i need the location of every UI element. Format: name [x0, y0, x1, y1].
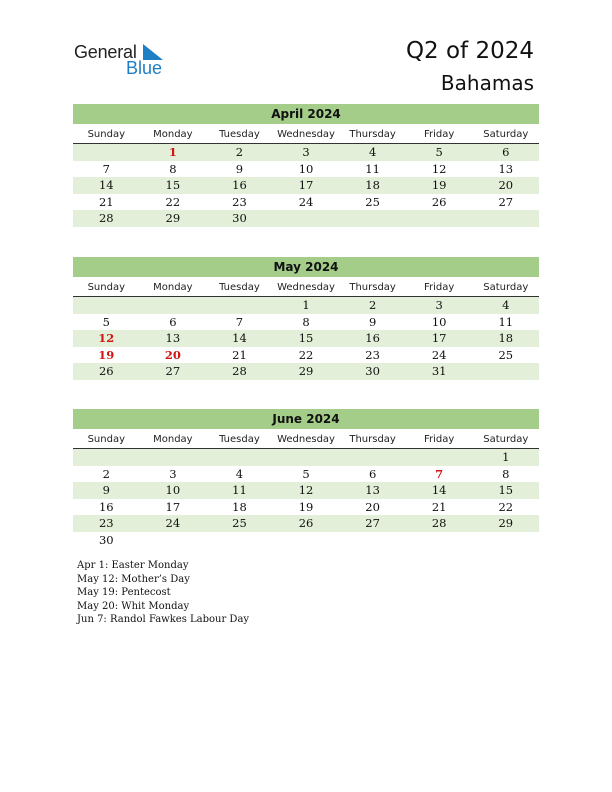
- weekday-header-row: [73, 126, 539, 144]
- month-calendar: [73, 104, 539, 227]
- weekday-header-row: [73, 279, 539, 297]
- day-cell: [73, 449, 140, 466]
- day-cell: 2: [368, 298, 377, 312]
- month-calendar: [73, 409, 539, 548]
- day-cell: 26: [98, 364, 114, 378]
- day-cell: 5: [435, 145, 443, 159]
- day-cell: 6: [169, 314, 177, 329]
- day-cell: 7: [435, 466, 444, 481]
- day-cell: 6: [502, 145, 510, 159]
- day-cell: 27: [365, 516, 380, 530]
- month-header: June 2024: [73, 409, 539, 429]
- week-row: [73, 330, 539, 347]
- weekday-label: Friday: [424, 434, 455, 445]
- day-cell: 11: [498, 314, 514, 329]
- weekday-label: Monday: [153, 129, 193, 140]
- day-cell: [339, 210, 406, 227]
- weekday-label: Tuesday: [219, 434, 260, 445]
- holiday-note: Jun 7: Randol Fawkes Labour Day: [77, 614, 250, 625]
- day-cell: [406, 532, 473, 549]
- day-cell: 23: [232, 194, 247, 209]
- day-cell: 18: [232, 499, 247, 514]
- day-cell: 8: [169, 161, 177, 176]
- weekday-label: Saturday: [483, 129, 529, 140]
- day-cell: 27: [165, 364, 181, 378]
- day-cell: 28: [232, 364, 247, 378]
- day-cell: 5: [102, 314, 110, 329]
- day-cell: 21: [431, 499, 447, 514]
- day-cell: [472, 363, 539, 380]
- day-cell: 13: [498, 161, 514, 176]
- day-cell: 22: [498, 499, 514, 514]
- day-cell: 4: [235, 466, 244, 481]
- day-cell: 20: [498, 178, 514, 192]
- day-cell: [206, 449, 273, 466]
- weekday-label: Friday: [424, 129, 455, 140]
- day-cell: 10: [298, 161, 314, 176]
- week-row: [73, 482, 539, 499]
- day-cell: 25: [498, 347, 514, 362]
- day-cell: 6: [368, 466, 377, 481]
- day-cell: 18: [498, 331, 514, 345]
- weekday-label: Tuesday: [219, 129, 260, 140]
- day-cell: 1: [302, 298, 310, 312]
- day-cell: 29: [165, 211, 181, 225]
- logo: [74, 42, 174, 78]
- day-cell: [339, 532, 406, 549]
- day-cell: 27: [498, 194, 514, 209]
- day-cell: 15: [298, 331, 314, 345]
- day-cell: [140, 297, 207, 314]
- day-cell: 24: [298, 194, 314, 209]
- day-cell: 10: [431, 314, 447, 329]
- day-cell: 9: [368, 314, 377, 329]
- weekday-label: Sunday: [87, 434, 125, 445]
- week-row: [73, 515, 539, 532]
- day-cell: 30: [98, 532, 114, 547]
- day-cell: 24: [165, 516, 181, 530]
- day-cell: 23: [365, 347, 380, 362]
- day-cell: 14: [98, 178, 114, 192]
- holiday-notes: [77, 559, 249, 627]
- weekday-label: Monday: [153, 282, 193, 293]
- day-cell: 20: [365, 499, 380, 514]
- week-row: [73, 449, 539, 466]
- day-cell: 1: [502, 450, 510, 464]
- day-cell: 28: [98, 211, 114, 225]
- day-cell: 29: [298, 364, 314, 378]
- day-cell: [406, 210, 473, 227]
- holiday-note: May 20: Whit Monday: [77, 600, 190, 612]
- day-cell: 17: [298, 178, 314, 192]
- week-row: [73, 363, 539, 380]
- day-cell: 3: [302, 145, 310, 159]
- day-cell: [140, 532, 207, 549]
- day-cell: 7: [235, 314, 244, 329]
- day-cell: 11: [232, 483, 247, 497]
- day-cell: 26: [431, 194, 447, 209]
- day-cell: 12: [298, 483, 314, 497]
- day-cell: 18: [365, 178, 380, 192]
- day-cell: [472, 532, 539, 549]
- day-cell: 7: [102, 161, 110, 176]
- weekday-label: Saturday: [483, 282, 529, 293]
- weekday-label: Wednesday: [277, 282, 335, 293]
- day-cell: 17: [431, 331, 447, 345]
- day-cell: 25: [232, 516, 247, 530]
- weekday-label: Wednesday: [277, 434, 335, 445]
- holiday-note: May 12: Mother’s Day: [77, 573, 190, 585]
- holiday-note: Apr 1: Easter Monday: [77, 560, 189, 571]
- weekday-label: Sunday: [87, 129, 125, 140]
- day-cell: [73, 144, 140, 161]
- day-cell: 3: [169, 466, 177, 481]
- day-cell: 4: [368, 145, 377, 159]
- week-row: [73, 161, 539, 178]
- day-cell: 30: [232, 211, 247, 225]
- week-row: [73, 297, 539, 314]
- day-cell: 2: [235, 145, 244, 159]
- week-row: [73, 314, 539, 331]
- day-cell: 12: [431, 161, 447, 176]
- day-cell: 15: [498, 483, 514, 497]
- week-row: [73, 194, 539, 211]
- week-row: [73, 144, 539, 161]
- day-cell: 30: [365, 364, 380, 378]
- day-cell: 11: [365, 161, 380, 176]
- day-cell: 4: [502, 298, 510, 312]
- weekday-label: Wednesday: [277, 129, 335, 140]
- page-title: Q2 of 2024: [405, 38, 534, 64]
- day-cell: [273, 532, 340, 549]
- week-row: [73, 347, 539, 364]
- day-cell: [206, 532, 273, 549]
- day-cell: [406, 449, 473, 466]
- day-cell: [273, 210, 340, 227]
- country-name: Bahamas: [440, 71, 534, 95]
- day-cell: 9: [235, 161, 244, 176]
- day-cell: [140, 449, 207, 466]
- day-cell: 14: [232, 331, 247, 345]
- day-cell: 3: [435, 298, 443, 312]
- day-cell: 19: [431, 178, 447, 192]
- day-cell: 23: [98, 516, 114, 530]
- day-cell: 13: [365, 483, 380, 497]
- day-cell: 22: [298, 347, 314, 362]
- weekday-label: Saturday: [483, 434, 529, 445]
- week-row: [73, 532, 539, 549]
- month-calendar: [73, 257, 539, 380]
- weekday-label: Monday: [153, 434, 193, 445]
- holiday-note: May 19: Pentecost: [77, 587, 171, 598]
- day-cell: 15: [165, 178, 181, 192]
- month-header: May 2024: [73, 257, 539, 277]
- day-cell: 9: [102, 483, 110, 497]
- day-cell: 20: [164, 347, 181, 362]
- weekday-label: Sunday: [87, 282, 125, 293]
- weekday-header-row: [73, 431, 539, 449]
- day-cell: 17: [165, 499, 181, 514]
- day-cell: 19: [298, 499, 314, 514]
- day-cell: [339, 449, 406, 466]
- weekday-label: Thursday: [349, 434, 396, 445]
- week-row: [73, 466, 539, 483]
- logo-blue-text: Blue: [126, 58, 163, 78]
- day-cell: 13: [165, 331, 181, 345]
- weekday-label: Thursday: [349, 282, 396, 293]
- week-row: [73, 177, 539, 194]
- day-cell: 16: [365, 331, 380, 345]
- day-cell: 24: [431, 347, 447, 362]
- day-cell: 29: [498, 516, 514, 530]
- day-cell: [206, 297, 273, 314]
- day-cell: 2: [102, 466, 110, 481]
- week-row: [73, 210, 539, 227]
- day-cell: 5: [302, 466, 310, 481]
- day-cell: 31: [431, 364, 447, 378]
- weekday-label: Thursday: [349, 129, 396, 140]
- day-cell: [273, 449, 340, 466]
- weekday-label: Friday: [424, 282, 455, 293]
- weekday-label: Tuesday: [219, 282, 260, 293]
- day-cell: 28: [431, 516, 447, 530]
- day-cell: 22: [165, 194, 181, 209]
- day-cell: 10: [165, 483, 181, 497]
- day-cell: 16: [98, 499, 114, 514]
- day-cell: 21: [98, 194, 114, 209]
- day-cell: [472, 210, 539, 227]
- day-cell: 14: [431, 483, 447, 497]
- day-cell: 21: [232, 347, 247, 362]
- day-cell: 19: [98, 347, 115, 362]
- day-cell: 1: [168, 145, 177, 159]
- month-header: April 2024: [73, 104, 539, 124]
- day-cell: 8: [502, 466, 510, 481]
- logo-general-text: General: [74, 42, 137, 62]
- week-row: [73, 499, 539, 516]
- day-cell: 12: [98, 331, 115, 345]
- day-cell: 16: [232, 178, 247, 192]
- day-cell: 8: [302, 314, 310, 329]
- day-cell: 25: [365, 194, 380, 209]
- day-cell: 26: [298, 516, 314, 530]
- day-cell: [73, 297, 140, 314]
